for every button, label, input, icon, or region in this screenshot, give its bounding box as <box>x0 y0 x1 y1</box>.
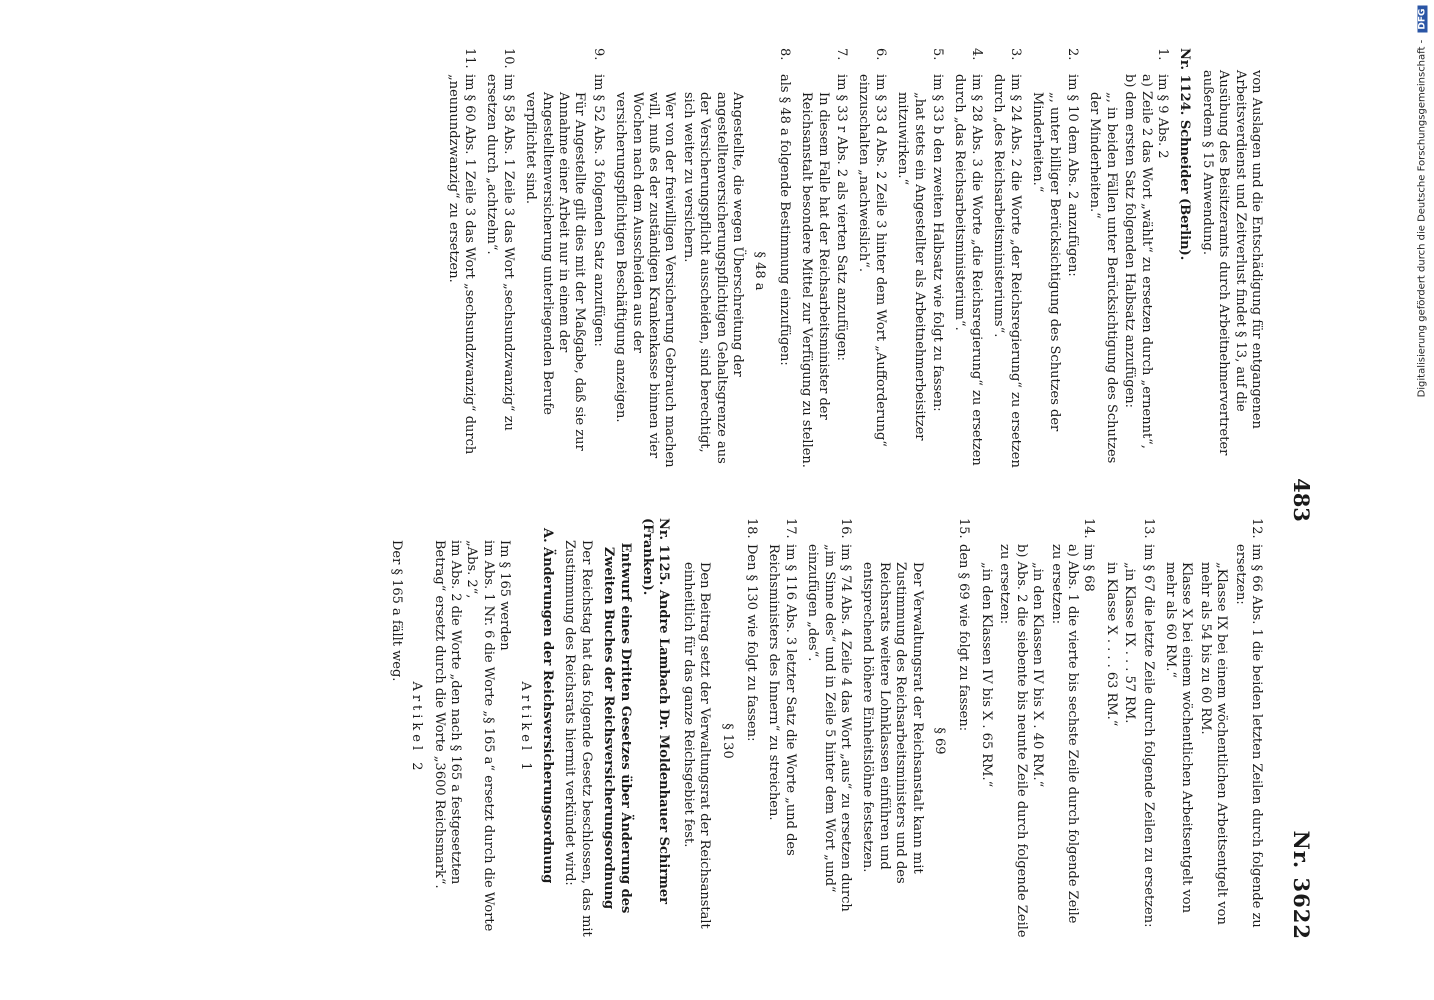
section-heading: § 48 a <box>752 251 768 291</box>
list-item <box>483 48 516 468</box>
left-column <box>114 48 1264 468</box>
item-text: Den § 130 wie folgt zu fassen: <box>744 544 760 742</box>
quote: „, unter billiger Berücksichtigung des Schutzes der Minderheiten.“ <box>1030 92 1062 432</box>
motion-heading: Nr. 1125. Andre Lambach Dr. Moldenhauer Schirmer (Franken). <box>640 518 672 905</box>
list-item <box>679 518 759 938</box>
list-item <box>804 518 853 938</box>
article-heading: Artikel 1 <box>517 681 533 775</box>
enactment-clause: Der Reichstag hat das folgende Gesetz beschlossen, das mit Zustimmung des Reichsrats hiermit verkündet wird: <box>562 540 594 937</box>
item-number: 18. <box>744 518 760 539</box>
item-number: 9. <box>590 48 606 61</box>
quote: In diesem Falle hat der Reichsarbeitsminister der Reichsanstalt besondere Mittel zur Verfügung zu stellen. <box>799 92 831 468</box>
item-text: im § 9 Abs. 2 <box>1154 74 1170 159</box>
draft-title: Entwurf eines Dritten Gesetzes über Änderung des Zweiten Buches der Reichsversicherungsordnung <box>601 542 633 914</box>
article-heading: Artikel 2 <box>409 681 425 775</box>
quote: in Klasse X . . . . 63 RM.“ <box>1103 562 1119 727</box>
item-text: im § 68 <box>1081 544 1097 592</box>
quote: „in Klasse IX . . . 57 RM. <box>1122 562 1138 724</box>
list-item <box>765 518 798 938</box>
item-text: im § 60 Abs. 1 Zeile 3 das Wort „sechsundzwanzig“ durch „neunundzwanzig“ zu ersetzen. <box>445 74 477 455</box>
item-number: 13. <box>1140 518 1156 539</box>
dfg-logo: DFG <box>1418 6 1428 33</box>
item-number: 12. <box>1249 518 1264 539</box>
quote: Wer von der freiwilligen Versicherung Gebrauch machen will, muß es der zuständigen Krankenkasse binnen vier Wochen nach dem Ausscheiden aus der versicherungspflichtigen Beschäftigung anzeigen. <box>613 92 678 468</box>
item-text: im § 74 Abs. 4 Zeile 4 das Wort „aus“ zu ersetzen durch „im Sinne des“ und in Zeile 5 hinter dem Wort „und“ einzufügen „des“. <box>805 544 854 912</box>
article-text: Der § 165 a fällt weg. <box>388 540 404 682</box>
quote: Angestellte, die wegen Überschreitung der angestelltenversicherungspflichtigen Gehaltsgrenze aus der Versicherungspflicht ausscheiden, sind berechtigt, sich weiter zu versichern. <box>680 92 746 464</box>
list-item <box>951 48 984 468</box>
list-item <box>1086 48 1170 468</box>
item-text: im § 116 Abs. 3 letzter Satz die Worte „und des Reichsministers des Innern“ zu streichen. <box>766 544 798 856</box>
right-column <box>114 518 1264 938</box>
list-item <box>1102 518 1155 938</box>
motion-heading: Nr. 1124. Schneider (Berlin). <box>1177 48 1193 261</box>
section-heading: § 130 <box>719 723 735 759</box>
section-heading: § 69 <box>932 727 948 755</box>
part-heading: A. Änderungen der Reichsversicherungsordnung <box>539 528 555 884</box>
item-number: 11. <box>461 48 477 69</box>
item-text: im § 28 Abs. 3 die Worte „die Reichsregierung“ zu ersetzen durch „das Reichsarbeitsministerium“. <box>952 74 984 466</box>
item-text: im § 24 Abs. 2 die Worte „der Reichsregierung“ zu ersetzen durch „des Reichsarbeitsministeriums“. <box>991 74 1023 468</box>
list-item <box>444 48 477 468</box>
item-number: 5. <box>930 48 946 61</box>
item-text: im § 33 b den zweiten Halbsatz wie folgt zu fassen: <box>930 74 946 412</box>
sub-item: b) Abs. 2 die siebente bis neunte Zeile durch folgende Zeile zu ersetzen: <box>997 544 1029 938</box>
article-text: im Abs. 1 Nr. 6 die Worte „§ 165 a“ ersetzt durch die Worte „Abs. 2“, <box>464 540 496 932</box>
quote: „in den Klassen IV bis X . 65 RM.“ <box>978 562 994 788</box>
sub-item: b) dem ersten Satz folgenden Halbsatz anzufügen: <box>1122 74 1138 409</box>
item-text: im § 33 d Abs. 2 Zeile 3 hinter dem Wort „Aufforderung“ einzuschalten „nachweislich“. <box>856 74 888 447</box>
item-number: 7. <box>834 48 850 61</box>
quote: Den Beitrag setzt der Verwaltungsrat der Reichsanstalt einheitlich für das ganze Reichsgebiet fest. <box>680 562 713 929</box>
item-text: als § 48 a folgende Bestimmung einzufügen: <box>776 74 792 366</box>
page-number: 483 <box>1289 478 1314 522</box>
document-number: Nr. 3622 <box>1289 830 1314 940</box>
list-item <box>859 518 971 938</box>
item-text: den § 69 wie folgt zu fassen: <box>956 544 972 732</box>
item-number: 15. <box>956 518 972 539</box>
page-header <box>1278 40 1314 960</box>
document-page <box>102 40 1332 960</box>
quote: Für Angestellte gilt dies mit der Maßgabe, daß sie zur Annahme einer Arbeit nur in einem der Angestelltenversicherung unterliegenden Berufe verpflichtet sind. <box>523 92 588 451</box>
quote: Der Verwaltungsrat der Reichsanstalt kann mit Zustimmung des Reichsarbeitsministers und des Reichsrats weitere Lohnklassen einführen und entsprechend höhere Einheitslöhne festsetzen. <box>860 562 925 884</box>
quote: Klasse X bei einem wöchentlichen Arbeitsentgelt von mehr als 60 RM.“ <box>1162 562 1195 913</box>
list-item <box>1029 48 1080 468</box>
list-item <box>978 518 1097 938</box>
item-number: 8. <box>776 48 792 61</box>
quote: „in den Klassen IV bis X . 40 RM.“ <box>1030 562 1046 788</box>
item-number: 14. <box>1081 518 1097 539</box>
article-text: im Abs. 2 die Worte „den nach § 165 a festgesetzten Betrag“ ersetzt durch die Worte „3600 Reichsmark“. <box>431 540 463 889</box>
list-item <box>855 48 888 468</box>
item-text: im § 67 die letzte Zeile durch folgende Zeilen zu ersetzen: <box>1140 544 1156 928</box>
item-number: 2. <box>1064 48 1080 61</box>
item-number: 3. <box>1007 48 1023 61</box>
quote: „, in beiden Fällen unter Berücksichtigung des Schutzes der Minderheiten.“ <box>1087 92 1119 464</box>
item-number: 4. <box>968 48 984 61</box>
item-number: 17. <box>782 518 798 539</box>
item-number: 6. <box>872 48 888 61</box>
item-text: im § 10 dem Abs. 2 anzufügen: <box>1064 74 1080 277</box>
list-item <box>522 48 606 468</box>
digitization-note <box>1412 6 1432 406</box>
intro-paragraph: von Auslagen und die Entschädigung für entgangenen Arbeitsverdienst und Zeitverlust findet § 13, auf die Ausübung des Beisitzeramts durch Arbeitnehmervertreter außerdem § 15 Anwendung. <box>1199 70 1264 456</box>
item-number: 10. <box>500 48 516 69</box>
list-item <box>612 48 792 468</box>
item-text: im § 66 Abs. 1 die beiden letzten Zeilen durch folgende zu ersetzen: <box>1232 544 1264 928</box>
list-item <box>798 48 849 468</box>
item-text: im § 52 Abs. 3 folgenden Satz anzufügen: <box>590 74 606 347</box>
sub-item: a) Abs. 1 die vierte bis sechste Zeile durch folgende Zeile zu ersetzen: <box>1048 544 1080 924</box>
quote: „Klasse IX bei einem wöchentlichen Arbeitsentgelt von mehr als 54 bis zu 60 RM. <box>1197 562 1230 925</box>
quote: „hat stets ein Angestellter als Arbeitnehmerbeisitzer mitzuwirken.“ <box>895 92 927 441</box>
list-item <box>990 48 1023 468</box>
item-text: im § 58 Abs. 1 Zeile 3 das Wort „sechsundzwanzig“ zu ersetzen durch „achtzehn“. <box>484 74 516 431</box>
article-text: Im § 165 werden <box>497 540 513 651</box>
funding-text: Digitalisierung gefördert durch die Deutsche Forschungsgemeinschaft - <box>1416 39 1428 398</box>
item-number: 16. <box>838 518 854 539</box>
list-item <box>1162 518 1264 938</box>
list-item <box>894 48 945 468</box>
item-number: 1. <box>1154 48 1170 61</box>
item-text: im § 33 r Abs. 2 als vierten Satz anzufügen: <box>834 74 850 362</box>
sub-item: a) Zeile 2 das Wort „wählt“ zu ersetzen durch „ernennt“, <box>1138 74 1154 449</box>
